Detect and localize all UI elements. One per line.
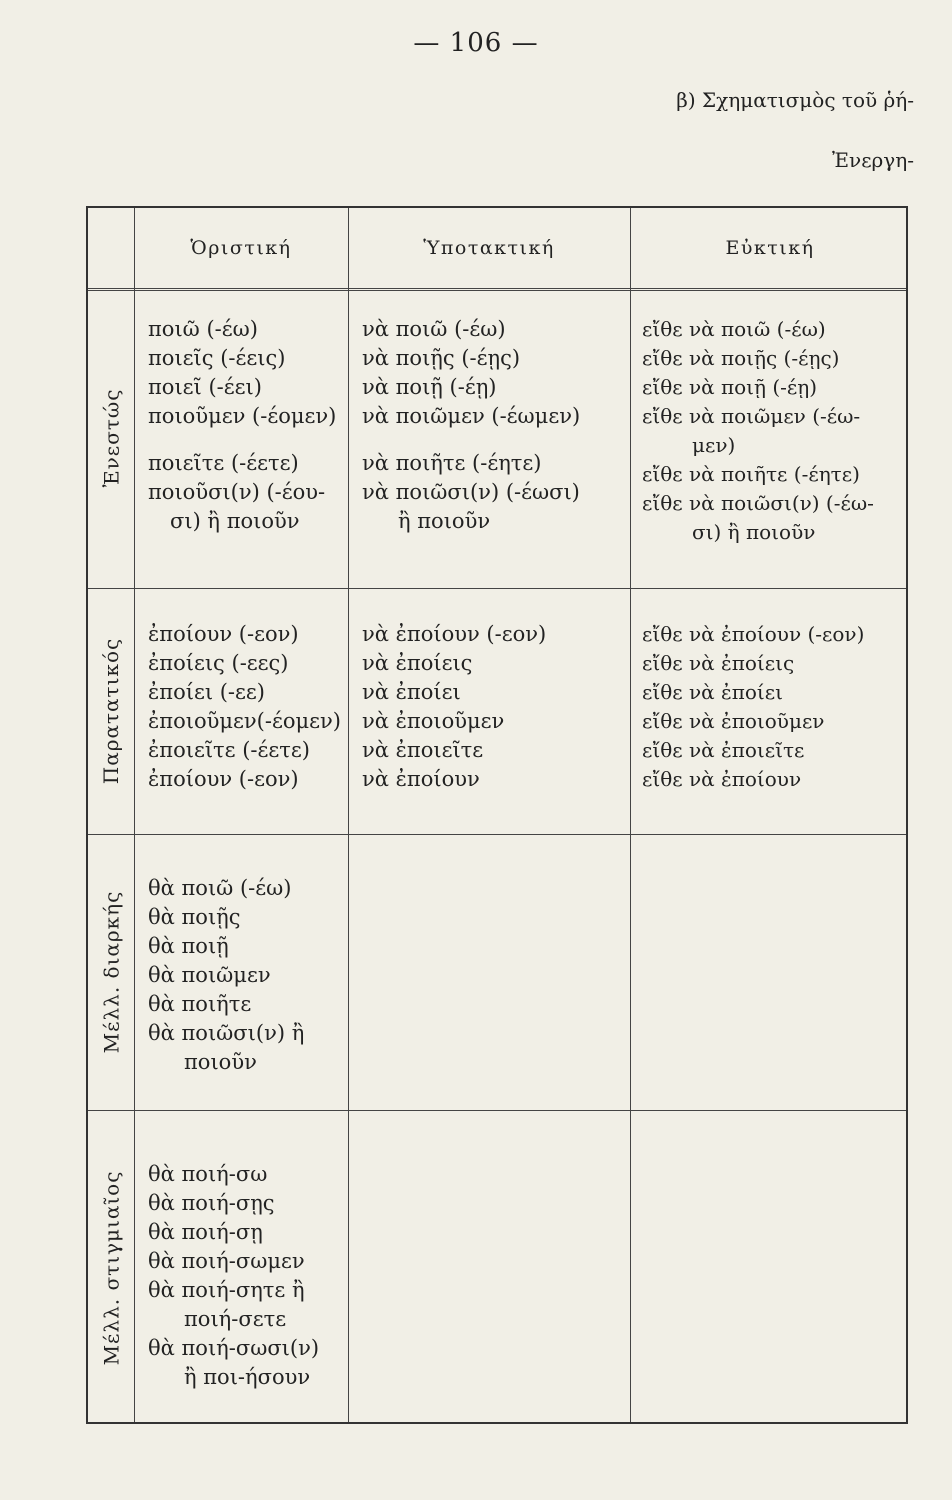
header-rule: [88, 288, 906, 291]
form-line: θὰ ποιῶμεν: [148, 963, 271, 987]
form-line: θὰ ποιή-σῃς: [148, 1191, 275, 1215]
form-line: θὰ ποιῇ: [148, 934, 229, 958]
form-line: ἐποίουν (-εον): [148, 622, 299, 646]
row-rule: [88, 588, 906, 589]
form-line: σι) ἢ ποιοῦν: [170, 509, 300, 533]
voice-heading: Ἐνεργη-: [831, 148, 914, 172]
row-label-imperfect: [88, 588, 134, 834]
form-line: ἐποιοῦμεν(-έομεν): [148, 709, 341, 733]
header-optative: Εὐκτική: [725, 237, 815, 259]
form-line: θὰ ποιή-σητε ἢ: [148, 1278, 305, 1302]
form-line: θὰ ποιῶ (-έω): [148, 876, 292, 900]
row-label-present-text: Ἐνεστώς: [99, 388, 123, 488]
form-line: ἐποίουν (-εον): [148, 767, 299, 791]
row-rule: [88, 834, 906, 835]
imperfect-indicative-cell: [148, 620, 341, 794]
form-line: θὰ ποιῇς: [148, 905, 241, 929]
form-line: ποιοῦσι(ν) (-έου-: [148, 480, 326, 504]
form-line: ποιῶ (-έω): [148, 317, 258, 341]
form-line: εἴθε νὰ ἐποίουν (-εον): [642, 622, 865, 646]
form-line: εἴθε νὰ ποιῶ (-έω): [642, 317, 826, 341]
form-line: εἴθε νὰ ἐποιοῦμεν: [642, 709, 825, 733]
form-line: ποιοῦν: [184, 1050, 257, 1074]
form-line: εἴθε νὰ ἐποίεις: [642, 651, 795, 675]
form-line: θὰ ποιή-σω: [148, 1162, 268, 1186]
form-line: νὰ ποιῶ (-έω): [362, 317, 506, 341]
form-line: ἢ ποιοῦν: [398, 509, 491, 533]
present-indicative-cell: [148, 315, 336, 536]
form-line: εἴθε νὰ ποιῇς (-έῃς): [642, 346, 840, 370]
imperfect-subjunctive-cell: [362, 620, 546, 794]
row-label-present: [88, 288, 134, 588]
header-subjunctive: Ὑποτακτική: [423, 237, 555, 259]
form-line: νὰ ἐποιοῦμεν: [362, 709, 505, 733]
row-label-future-continuous-text: Μέλλ. διαρκής: [99, 890, 123, 1054]
form-line: νὰ ποιῇς (-έῃς): [362, 346, 521, 370]
form-line: ποιή-σετε: [184, 1307, 287, 1331]
form-line: νὰ ποιῆτε (-έητε): [362, 451, 542, 475]
form-line: ποιεῖς (-έεις): [148, 346, 286, 370]
form-line: νὰ ποιῇ (-έῃ): [362, 375, 497, 399]
present-optative-cell: [642, 315, 874, 547]
future-simple-indicative-cell: [148, 1160, 319, 1392]
form-line: ποιοῦμεν (-έομεν): [148, 404, 337, 428]
form-line: νὰ ἐποίεις: [362, 651, 473, 675]
header-indicative: Ὁριστική: [190, 237, 292, 259]
row-label-imperfect-text: Παρατατικός: [99, 637, 123, 785]
form-line: ἢ ποι-ήσουν: [184, 1365, 311, 1389]
form-line: ἐποιεῖτε (-έετε): [148, 738, 310, 762]
column-rule: [134, 208, 135, 1422]
row-rule: [88, 1110, 906, 1111]
form-line: θὰ ποιῆτε: [148, 992, 252, 1016]
form-line: εἴθε νὰ ποιῆτε (-έητε): [642, 462, 860, 486]
conjugation-table: [86, 206, 908, 1424]
row-label-future-continuous: [88, 834, 134, 1110]
page-number: — 106 —: [413, 28, 539, 58]
form-line: ποιεῖτε (-έετε): [148, 451, 299, 475]
section-heading: β) Σχηματισμὸς τοῦ ῥή-: [676, 88, 914, 112]
form-line: εἴθε νὰ ἐποίει: [642, 680, 783, 704]
future-continuous-indicative-cell: [148, 874, 304, 1077]
form-line: θὰ ποιή-σωσι(ν): [148, 1336, 320, 1360]
form-line: νὰ ἐποιεῖτε: [362, 738, 484, 762]
form-line: μεν): [692, 433, 736, 457]
form-line: νὰ ποιῶσι(ν) (-έωσι): [362, 480, 580, 504]
form-line: θὰ ποιή-σῃ: [148, 1220, 263, 1244]
form-line: νὰ ἐποίουν: [362, 767, 480, 791]
form-line: ποιεῖ (-έει): [148, 375, 262, 399]
column-rule: [348, 208, 349, 1422]
form-line: εἴθε νὰ ἐποιεῖτε: [642, 738, 805, 762]
form-line: εἴθε νὰ ποιῶσι(ν) (-έω-: [642, 491, 874, 515]
column-rule: [630, 208, 631, 1422]
present-subjunctive-cell: [362, 315, 580, 536]
form-line: σι) ἢ ποιοῦν: [692, 520, 816, 544]
form-line: εἴθε νὰ ποιῶμεν (-έω-: [642, 404, 861, 428]
row-label-future-simple: [88, 1110, 134, 1426]
form-line: ἐποίεις (-εες): [148, 651, 289, 675]
form-line: θὰ ποιή-σωμεν: [148, 1249, 305, 1273]
row-label-future-simple-text: Μέλλ. στιγμιαῖος: [99, 1170, 124, 1366]
form-line: ἐποίει (-εε): [148, 680, 265, 704]
imperfect-optative-cell: [642, 620, 864, 794]
form-line: νὰ ἐποίει: [362, 680, 461, 704]
form-line: εἴθε νὰ ἐποίουν: [642, 767, 802, 791]
form-line: νὰ ἐποίουν (-εον): [362, 622, 547, 646]
form-line: θὰ ποιῶσι(ν) ἢ: [148, 1021, 305, 1045]
form-line: νὰ ποιῶμεν (-έωμεν): [362, 404, 581, 428]
form-line: εἴθε νὰ ποιῇ (-έῃ): [642, 375, 818, 399]
